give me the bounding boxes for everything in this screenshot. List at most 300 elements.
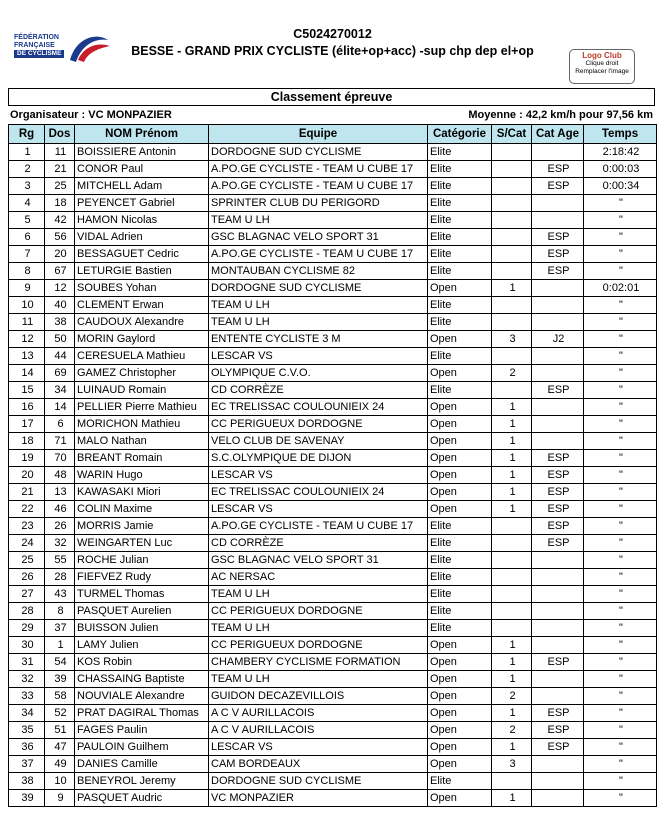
- bib-cell: 25: [45, 178, 75, 195]
- name-cell: KAWASAKI Miori: [75, 484, 209, 501]
- subcategory-cell: 1: [492, 467, 532, 484]
- rank-cell: 3: [9, 178, 45, 195]
- age-category-cell: [532, 195, 584, 212]
- time-cell: ": [584, 365, 657, 382]
- category-cell: Open: [428, 790, 492, 807]
- rank-cell: 18: [9, 433, 45, 450]
- age-category-cell: [532, 552, 584, 569]
- name-cell: CAUDOUX Alexandre: [75, 314, 209, 331]
- time-cell: ": [584, 263, 657, 280]
- age-category-cell: ESP: [532, 467, 584, 484]
- subcategory-cell: 1: [492, 280, 532, 297]
- column-header-team: Equipe: [209, 125, 428, 144]
- rank-cell: 1: [9, 144, 45, 161]
- table-row: [9, 722, 657, 739]
- rank-cell: 2: [9, 161, 45, 178]
- category-cell: Open: [428, 637, 492, 654]
- time-cell: ": [584, 620, 657, 637]
- age-category-cell: [532, 297, 584, 314]
- rank-cell: 21: [9, 484, 45, 501]
- time-cell: ": [584, 484, 657, 501]
- age-category-cell: ESP: [532, 518, 584, 535]
- bib-cell: 56: [45, 229, 75, 246]
- name-cell: CONOR Paul: [75, 161, 209, 178]
- bib-cell: 1: [45, 637, 75, 654]
- category-cell: Open: [428, 467, 492, 484]
- subcategory-cell: [492, 161, 532, 178]
- table-row: [9, 178, 657, 195]
- age-category-cell: [532, 790, 584, 807]
- table-row: [9, 773, 657, 790]
- age-category-cell: [532, 348, 584, 365]
- name-cell: PASQUET Audric: [75, 790, 209, 807]
- bib-cell: 55: [45, 552, 75, 569]
- table-row: [9, 739, 657, 756]
- bib-cell: 52: [45, 705, 75, 722]
- age-category-cell: [532, 433, 584, 450]
- time-cell: ": [584, 433, 657, 450]
- team-cell: TEAM U LH: [209, 586, 428, 603]
- table-row: [9, 382, 657, 399]
- rank-cell: 29: [9, 620, 45, 637]
- time-cell: ": [584, 654, 657, 671]
- table-row: [9, 467, 657, 484]
- team-cell: GSC BLAGNAC VELO SPORT 31: [209, 552, 428, 569]
- rank-cell: 28: [9, 603, 45, 620]
- age-category-cell: ESP: [532, 739, 584, 756]
- name-cell: MALO Nathan: [75, 433, 209, 450]
- subcategory-cell: 1: [492, 484, 532, 501]
- category-cell: Elite: [428, 297, 492, 314]
- time-cell: ": [584, 382, 657, 399]
- table-row: [9, 314, 657, 331]
- time-cell: 0:02:01: [584, 280, 657, 297]
- table-row: [9, 450, 657, 467]
- age-category-cell: ESP: [532, 382, 584, 399]
- time-cell: ": [584, 348, 657, 365]
- team-cell: LESCAR VS: [209, 739, 428, 756]
- name-cell: PELLIER Pierre Mathieu: [75, 399, 209, 416]
- table-row: [9, 484, 657, 501]
- rank-cell: 6: [9, 229, 45, 246]
- age-category-cell: [532, 637, 584, 654]
- bib-cell: 44: [45, 348, 75, 365]
- time-cell: ": [584, 569, 657, 586]
- logo-club-hint-2: Remplacer l'image: [575, 68, 629, 75]
- bib-cell: 69: [45, 365, 75, 382]
- table-row: [9, 229, 657, 246]
- name-cell: PAULOIN Guilhem: [75, 739, 209, 756]
- team-cell: A C V AURILLACOIS: [209, 722, 428, 739]
- time-cell: ": [584, 331, 657, 348]
- table-row: [9, 246, 657, 263]
- team-cell: TEAM U LH: [209, 314, 428, 331]
- team-cell: A.PO.GE CYCLISTE - TEAM U CUBE 17: [209, 246, 428, 263]
- rank-cell: 25: [9, 552, 45, 569]
- age-category-cell: ESP: [532, 450, 584, 467]
- table-row: [9, 620, 657, 637]
- table-row: [9, 790, 657, 807]
- subcategory-cell: 1: [492, 790, 532, 807]
- table-row: [9, 280, 657, 297]
- bib-cell: 18: [45, 195, 75, 212]
- bib-cell: 9: [45, 790, 75, 807]
- category-cell: Open: [428, 722, 492, 739]
- results-table: [8, 124, 657, 807]
- category-cell: Open: [428, 654, 492, 671]
- team-cell: EC TRELISSAC COULOUNIEIX 24: [209, 399, 428, 416]
- age-category-cell: [532, 586, 584, 603]
- table-row: [9, 603, 657, 620]
- name-cell: BESSAGUET Cedric: [75, 246, 209, 263]
- team-cell: CHAMBERY CYCLISME FORMATION: [209, 654, 428, 671]
- column-header-age-category: Cat Age: [532, 125, 584, 144]
- table-row: [9, 756, 657, 773]
- bib-cell: 6: [45, 416, 75, 433]
- table-row: [9, 433, 657, 450]
- rank-cell: 12: [9, 331, 45, 348]
- rank-cell: 23: [9, 518, 45, 535]
- rank-cell: 13: [9, 348, 45, 365]
- subcategory-cell: 1: [492, 705, 532, 722]
- rank-cell: 30: [9, 637, 45, 654]
- team-cell: CC PERIGUEUX DORDOGNE: [209, 603, 428, 620]
- subcategory-cell: [492, 263, 532, 280]
- subcategory-cell: 1: [492, 739, 532, 756]
- time-cell: ": [584, 229, 657, 246]
- bib-cell: 48: [45, 467, 75, 484]
- bib-cell: 26: [45, 518, 75, 535]
- race-title: BESSE - GRAND PRIX CYCLISTE (élite+op+acc) -sup chp dep el+op: [131, 44, 534, 58]
- time-cell: ": [584, 637, 657, 654]
- subcategory-cell: [492, 603, 532, 620]
- age-category-cell: ESP: [532, 535, 584, 552]
- time-cell: ": [584, 790, 657, 807]
- time-cell: ": [584, 450, 657, 467]
- name-cell: CERESUELA Mathieu: [75, 348, 209, 365]
- logo-club-placeholder[interactable]: [569, 49, 635, 84]
- name-cell: CHASSAING Baptiste: [75, 671, 209, 688]
- category-cell: Open: [428, 365, 492, 382]
- name-cell: TURMEL Thomas: [75, 586, 209, 603]
- table-row: [9, 331, 657, 348]
- logo-club-hint-1: Clique droit: [585, 60, 619, 67]
- name-cell: PASQUET Aurelien: [75, 603, 209, 620]
- federation-logo-text: FÉDÉRATION FRANÇAISE: [14, 34, 59, 49]
- rank-cell: 4: [9, 195, 45, 212]
- bib-cell: 49: [45, 756, 75, 773]
- subcategory-cell: 1: [492, 399, 532, 416]
- column-header-bib: Dos: [45, 125, 75, 144]
- rank-cell: 39: [9, 790, 45, 807]
- age-category-cell: [532, 416, 584, 433]
- subcategory-cell: 1: [492, 501, 532, 518]
- table-row: [9, 212, 657, 229]
- team-cell: CD CORRÈZE: [209, 535, 428, 552]
- team-cell: DORDOGNE SUD CYCLISME: [209, 773, 428, 790]
- team-cell: A.PO.GE CYCLISTE - TEAM U CUBE 17: [209, 518, 428, 535]
- subcategory-cell: 1: [492, 450, 532, 467]
- name-cell: BOISSIERE Antonin: [75, 144, 209, 161]
- subcategory-cell: 1: [492, 433, 532, 450]
- rank-cell: 27: [9, 586, 45, 603]
- name-cell: PRAT DAGIRAL Thomas: [75, 705, 209, 722]
- time-cell: ": [584, 722, 657, 739]
- rank-cell: 14: [9, 365, 45, 382]
- time-cell: ": [584, 535, 657, 552]
- bib-cell: 21: [45, 161, 75, 178]
- name-cell: FAGES Paulin: [75, 722, 209, 739]
- category-cell: Elite: [428, 773, 492, 790]
- table-row: [9, 161, 657, 178]
- category-cell: Open: [428, 280, 492, 297]
- team-cell: TEAM U LH: [209, 671, 428, 688]
- subcategory-cell: [492, 246, 532, 263]
- subcategory-cell: [492, 620, 532, 637]
- team-cell: AC NERSAC: [209, 569, 428, 586]
- federation-logo-banner: DE CYCLISME: [14, 50, 64, 58]
- team-cell: EC TRELISSAC COULOUNIEIX 24: [209, 484, 428, 501]
- organizer: Organisateur : VC MONPAZIER: [10, 109, 172, 121]
- rank-cell: 19: [9, 450, 45, 467]
- name-cell: MITCHELL Adam: [75, 178, 209, 195]
- subcategory-cell: 1: [492, 671, 532, 688]
- table-row: [9, 552, 657, 569]
- subcategory-cell: 2: [492, 688, 532, 705]
- rank-cell: 33: [9, 688, 45, 705]
- bib-cell: 54: [45, 654, 75, 671]
- age-category-cell: [532, 620, 584, 637]
- age-category-cell: [532, 144, 584, 161]
- subcategory-cell: 1: [492, 637, 532, 654]
- time-cell: ": [584, 297, 657, 314]
- bib-cell: 28: [45, 569, 75, 586]
- time-cell: ": [584, 518, 657, 535]
- age-category-cell: [532, 212, 584, 229]
- team-cell: DORDOGNE SUD CYCLISME: [209, 280, 428, 297]
- column-header-time: Temps: [584, 125, 657, 144]
- subcategory-cell: [492, 586, 532, 603]
- category-cell: Open: [428, 331, 492, 348]
- category-cell: Open: [428, 705, 492, 722]
- rank-cell: 10: [9, 297, 45, 314]
- rank-cell: 8: [9, 263, 45, 280]
- subcategory-cell: [492, 348, 532, 365]
- bib-cell: 11: [45, 144, 75, 161]
- team-cell: A.PO.GE CYCLISTE - TEAM U CUBE 17: [209, 178, 428, 195]
- bib-cell: 43: [45, 586, 75, 603]
- age-category-cell: [532, 569, 584, 586]
- bib-cell: 67: [45, 263, 75, 280]
- column-header-category: Catégorie: [428, 125, 492, 144]
- time-cell: ": [584, 586, 657, 603]
- category-cell: Open: [428, 671, 492, 688]
- category-cell: Elite: [428, 382, 492, 399]
- bib-cell: 32: [45, 535, 75, 552]
- rank-cell: 15: [9, 382, 45, 399]
- time-cell: ": [584, 195, 657, 212]
- time-cell: ": [584, 756, 657, 773]
- name-cell: GAMEZ Christopher: [75, 365, 209, 382]
- bib-cell: 14: [45, 399, 75, 416]
- rank-cell: 17: [9, 416, 45, 433]
- team-cell: GUIDON DECAZEVILLOIS: [209, 688, 428, 705]
- category-cell: Open: [428, 484, 492, 501]
- bib-cell: 46: [45, 501, 75, 518]
- subcategory-cell: 3: [492, 331, 532, 348]
- category-cell: Elite: [428, 314, 492, 331]
- category-cell: Open: [428, 756, 492, 773]
- time-cell: ": [584, 603, 657, 620]
- name-cell: ROCHE Julian: [75, 552, 209, 569]
- name-cell: COLIN Maxime: [75, 501, 209, 518]
- name-cell: LUINAUD Romain: [75, 382, 209, 399]
- age-category-cell: [532, 365, 584, 382]
- team-cell: TEAM U LH: [209, 297, 428, 314]
- team-cell: A C V AURILLACOIS: [209, 705, 428, 722]
- age-category-cell: J2: [532, 331, 584, 348]
- subcategory-cell: [492, 195, 532, 212]
- table-row: [9, 501, 657, 518]
- name-cell: BENEYROL Jeremy: [75, 773, 209, 790]
- bib-cell: 58: [45, 688, 75, 705]
- team-cell: GSC BLAGNAC VELO SPORT 31: [209, 229, 428, 246]
- category-cell: Elite: [428, 535, 492, 552]
- logo-club-title: Logo Club: [582, 51, 622, 60]
- name-cell: LETURGIE Bastien: [75, 263, 209, 280]
- time-cell: ": [584, 671, 657, 688]
- rank-cell: 22: [9, 501, 45, 518]
- bib-cell: 70: [45, 450, 75, 467]
- rank-cell: 5: [9, 212, 45, 229]
- team-cell: CAM BORDEAUX: [209, 756, 428, 773]
- time-cell: ": [584, 552, 657, 569]
- team-cell: VELO CLUB DE SAVENAY: [209, 433, 428, 450]
- subcategory-cell: [492, 314, 532, 331]
- time-cell: ": [584, 501, 657, 518]
- category-cell: Elite: [428, 195, 492, 212]
- name-cell: WARIN Hugo: [75, 467, 209, 484]
- age-category-cell: ESP: [532, 705, 584, 722]
- rank-cell: 16: [9, 399, 45, 416]
- age-category-cell: [532, 773, 584, 790]
- time-cell: ": [584, 416, 657, 433]
- bib-cell: 13: [45, 484, 75, 501]
- category-cell: Elite: [428, 552, 492, 569]
- table-row: [9, 518, 657, 535]
- table-row: [9, 569, 657, 586]
- team-cell: MONTAUBAN CYCLISME 82: [209, 263, 428, 280]
- bib-cell: 42: [45, 212, 75, 229]
- team-cell: TEAM U LH: [209, 620, 428, 637]
- column-header-name: NOM Prénom: [75, 125, 209, 144]
- name-cell: NOUVIALE Alexandre: [75, 688, 209, 705]
- team-cell: DORDOGNE SUD CYCLISME: [209, 144, 428, 161]
- time-cell: ": [584, 314, 657, 331]
- category-cell: Open: [428, 501, 492, 518]
- name-cell: MORRIS Jamie: [75, 518, 209, 535]
- table-row: [9, 535, 657, 552]
- time-cell: ": [584, 688, 657, 705]
- subcategory-cell: 1: [492, 416, 532, 433]
- subcategory-cell: [492, 178, 532, 195]
- age-category-cell: [532, 603, 584, 620]
- table-row: [9, 263, 657, 280]
- category-cell: Open: [428, 688, 492, 705]
- age-category-cell: ESP: [532, 178, 584, 195]
- team-cell: TEAM U LH: [209, 212, 428, 229]
- subcategory-cell: [492, 518, 532, 535]
- subcategory-cell: [492, 382, 532, 399]
- rank-cell: 37: [9, 756, 45, 773]
- table-row: [9, 705, 657, 722]
- table-row: [9, 688, 657, 705]
- category-cell: Open: [428, 416, 492, 433]
- rank-cell: 35: [9, 722, 45, 739]
- category-cell: Elite: [428, 586, 492, 603]
- table-row: [9, 654, 657, 671]
- name-cell: HAMON Nicolas: [75, 212, 209, 229]
- category-cell: Elite: [428, 161, 492, 178]
- name-cell: KOS Robin: [75, 654, 209, 671]
- bib-cell: 47: [45, 739, 75, 756]
- table-row: [9, 637, 657, 654]
- age-category-cell: [532, 671, 584, 688]
- table-row: [9, 348, 657, 365]
- category-cell: Elite: [428, 178, 492, 195]
- rank-cell: 38: [9, 773, 45, 790]
- section-title: Classement épreuve: [8, 88, 655, 106]
- column-header-subcategory: S/Cat: [492, 125, 532, 144]
- name-cell: SOUBES Yohan: [75, 280, 209, 297]
- team-cell: SPRINTER CLUB DU PERIGORD: [209, 195, 428, 212]
- table-row: [9, 144, 657, 161]
- table-row: [9, 365, 657, 382]
- bib-cell: 10: [45, 773, 75, 790]
- age-category-cell: ESP: [532, 246, 584, 263]
- name-cell: BUISSON Julien: [75, 620, 209, 637]
- bib-cell: 38: [45, 314, 75, 331]
- team-cell: A.PO.GE CYCLISTE - TEAM U CUBE 17: [209, 161, 428, 178]
- subcategory-cell: 3: [492, 756, 532, 773]
- age-category-cell: ESP: [532, 654, 584, 671]
- rank-cell: 32: [9, 671, 45, 688]
- subcategory-cell: [492, 229, 532, 246]
- time-cell: ": [584, 739, 657, 756]
- rank-cell: 26: [9, 569, 45, 586]
- category-cell: Elite: [428, 569, 492, 586]
- time-cell: ": [584, 212, 657, 229]
- team-cell: OLYMPIQUE C.V.O.: [209, 365, 428, 382]
- time-cell: 0:00:34: [584, 178, 657, 195]
- category-cell: Elite: [428, 229, 492, 246]
- time-cell: ": [584, 467, 657, 484]
- name-cell: BREANT Romain: [75, 450, 209, 467]
- subcategory-cell: 1: [492, 654, 532, 671]
- bib-cell: 71: [45, 433, 75, 450]
- name-cell: LAMY Julien: [75, 637, 209, 654]
- age-category-cell: ESP: [532, 501, 584, 518]
- table-row: [9, 416, 657, 433]
- name-cell: CLEMENT Erwan: [75, 297, 209, 314]
- table-row: [9, 297, 657, 314]
- time-cell: 0:00:03: [584, 161, 657, 178]
- rank-cell: 20: [9, 467, 45, 484]
- category-cell: Elite: [428, 603, 492, 620]
- time-cell: ": [584, 246, 657, 263]
- bib-cell: 8: [45, 603, 75, 620]
- age-category-cell: ESP: [532, 161, 584, 178]
